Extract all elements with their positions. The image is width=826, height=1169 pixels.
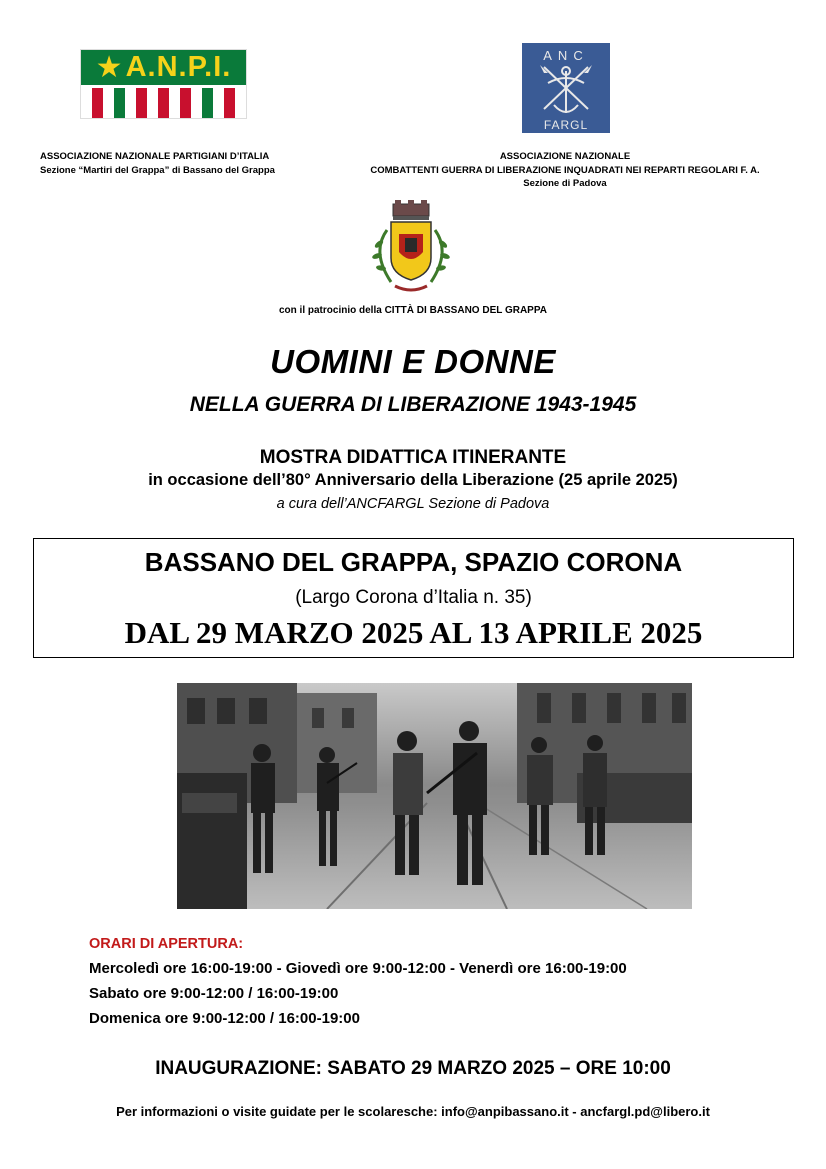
anc-section-name: Sezione di Padova xyxy=(523,178,607,189)
anpi-logo xyxy=(80,49,247,119)
anc-logo-top-text: ANC xyxy=(543,48,589,63)
historical-photo xyxy=(177,683,692,909)
anpi-section-name: Sezione “Martiri del Grappa” di Bassano del Grappa xyxy=(40,165,275,176)
venue-city: BASSANO DEL GRAPPA, SPAZIO CORONA xyxy=(144,547,683,577)
star-icon: ★ xyxy=(95,50,123,84)
exhibition-subtitle: NELLA GUERRA DI LIBERAZIONE 1943-1945 xyxy=(189,393,637,416)
anc-logo-bottom-text: FARGL xyxy=(543,118,589,132)
anpi-logo-flag-bars xyxy=(81,88,246,118)
exhibition-occasion: in occasione dell’80° Anniversario della Liberazione (25 aprile 2025) xyxy=(148,471,678,489)
anpi-logo-banner xyxy=(81,50,246,85)
anpi-association-name: ASSOCIAZIONE NAZIONALE PARTIGIANI D’ITALIA xyxy=(40,151,270,162)
opening-hours-saturday: Sabato ore 9:00-12:00 / 16:00-19:00 xyxy=(89,985,339,1002)
opening-hours-sunday: Domenica ore 9:00-12:00 / 16:00-19:00 xyxy=(89,1010,360,1027)
inauguration-text: INAUGURAZIONE: SABATO 29 MARZO 2025 – ORE 10:00 xyxy=(155,1058,671,1079)
city-crest xyxy=(365,200,457,298)
patronage-text: con il patrocinio della CITTÀ DI BASSANO DEL GRAPPA xyxy=(279,305,547,316)
opening-hours-weekdays: Mercoledì ore 16:00-19:00 - Giovedì ore 9:00-12:00 - Venerdì ore 16:00-19:00 xyxy=(89,960,627,977)
exhibition-title: UOMINI E DONNE xyxy=(270,343,556,380)
anc-fargl-emblem-icon xyxy=(522,43,610,133)
opening-hours-label: ORARI DI APERTURA: xyxy=(89,936,244,952)
venue-address: (Largo Corona d’Italia n. 35) xyxy=(295,587,532,608)
anc-fargl-logo xyxy=(522,43,610,133)
anc-association-text xyxy=(340,150,790,191)
exhibition-curator: a cura dell’ANCFARGL Sezione di Padova xyxy=(276,496,550,512)
city-crest-icon xyxy=(365,200,457,298)
anpi-logo-text: A.N.P.I. xyxy=(125,51,232,83)
exhibition-dates: DAL 29 MARZO 2025 AL 13 APRILE 2025 xyxy=(124,615,703,650)
contact-info: Per informazioni o visite guidate per le scolaresche: info@anpibassano.it - ancfargl.pd@libero.it xyxy=(116,1104,710,1119)
anc-association-line2: COMBATTENTI GUERRA DI LIBERAZIONE INQUADRATI NEI REPARTI REGOLARI F. A. xyxy=(370,164,760,176)
exhibition-type: MOSTRA DIDATTICA ITINERANTE xyxy=(259,447,567,468)
venue-box xyxy=(33,538,794,658)
partisans-parade-photo xyxy=(177,683,692,909)
anc-association-line1: ASSOCIAZIONE NAZIONALE xyxy=(499,151,631,162)
anpi-association-text xyxy=(40,150,340,178)
